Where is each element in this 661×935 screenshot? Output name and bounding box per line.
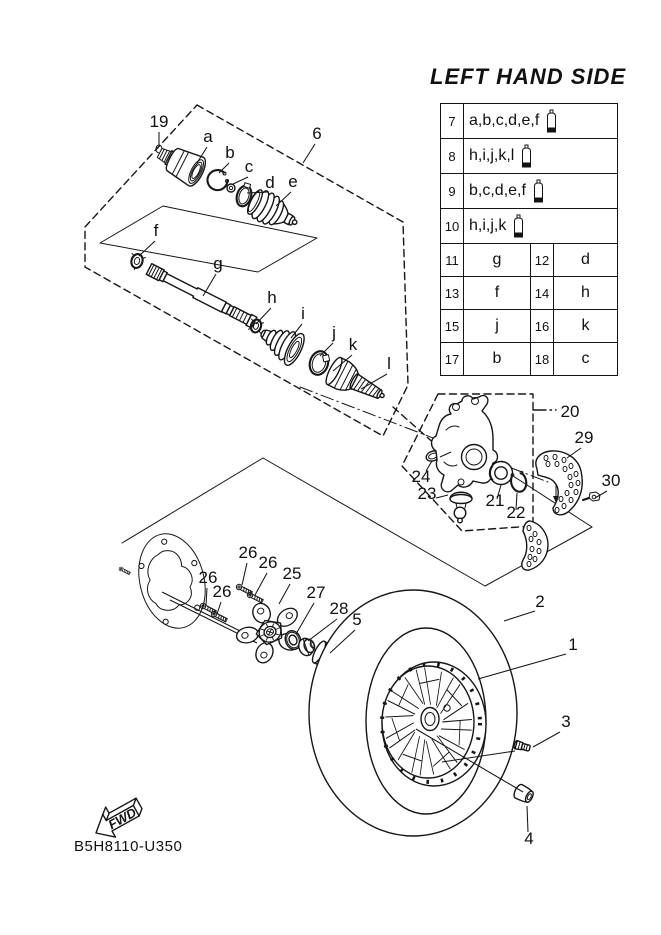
- callout-30: 30: [601, 471, 621, 490]
- letters-text: b,c,d,e,f: [469, 182, 526, 199]
- callout-26: 26: [238, 543, 258, 562]
- circlip-22: [511, 471, 526, 491]
- ball-joint-23: [450, 492, 472, 523]
- callout-f: f: [153, 221, 159, 240]
- table-letter-cell: h: [553, 277, 617, 309]
- small-bolt: [118, 566, 130, 575]
- table-letter-cell: d: [553, 244, 617, 276]
- callout-g: g: [213, 254, 223, 273]
- callout-e: e: [288, 172, 298, 191]
- table-ref-cell: 7: [448, 113, 456, 129]
- table-ref-cell: 8: [448, 148, 456, 164]
- callout-5: 5: [352, 610, 362, 629]
- spring-clip-c: [227, 184, 235, 192]
- cv-boot-e: [244, 186, 304, 237]
- letters-text: h,i,j,k,l: [469, 147, 515, 164]
- table-ref-cell: 11: [445, 252, 459, 268]
- wheel-hub-25: [226, 590, 314, 673]
- callout-6: 6: [312, 124, 322, 143]
- valve-3: [513, 740, 530, 752]
- table-ref-cell: 13: [444, 285, 460, 301]
- table-letter-cell: f: [463, 277, 530, 309]
- steering-knuckle: [432, 396, 498, 492]
- callout-25: 25: [282, 564, 302, 583]
- rim-1: [382, 662, 486, 786]
- callout-26: 26: [212, 582, 232, 601]
- callout-27: 27: [306, 583, 326, 602]
- table-ref-cell: 17: [444, 351, 460, 367]
- lug-nut-4: [512, 783, 535, 805]
- circlip-b: [208, 170, 229, 190]
- callout-b: b: [225, 143, 235, 162]
- table-ref-cell: 12: [530, 244, 553, 276]
- letters-text: h,i,j,k: [469, 217, 507, 234]
- ring-f: [128, 252, 146, 271]
- callout-j: j: [332, 323, 336, 342]
- callout-28: 28: [329, 599, 349, 618]
- callout-i: i: [301, 304, 305, 323]
- callout-26: 26: [198, 568, 218, 587]
- fwd-arrow: [87, 792, 148, 844]
- bearing-21: [490, 462, 513, 485]
- callout-1: 1: [568, 635, 578, 654]
- callout-k: k: [348, 335, 358, 354]
- callout-2: 2: [535, 592, 545, 611]
- axle-shaft-g: [146, 264, 257, 328]
- callout-h: h: [267, 288, 277, 307]
- callout-4: 4: [524, 829, 534, 848]
- callout-21: 21: [485, 491, 505, 510]
- table-ref-cell: 10: [444, 218, 460, 234]
- table-letter-cell: c: [553, 343, 617, 375]
- callout-23: 23: [417, 484, 437, 503]
- callout-24: 24: [411, 467, 431, 486]
- callout-19: 19: [149, 112, 169, 131]
- table-ref-cell: 14: [530, 277, 553, 309]
- callout-20: 20: [560, 402, 580, 421]
- brake-disc-guard-29: [522, 451, 582, 570]
- table-ref-cell: 16: [530, 310, 553, 342]
- callout-3: 3: [561, 712, 571, 731]
- part-code: B5H8110-U350: [74, 838, 183, 855]
- letters-text: a,b,c,d,e,f: [469, 112, 540, 129]
- callout-d: d: [265, 173, 275, 192]
- table-ref-cell: 9: [448, 183, 456, 199]
- callout-29: 29: [574, 428, 594, 447]
- callout-22: 22: [506, 503, 526, 522]
- table-letter-cell: b: [463, 343, 530, 375]
- cv-joint-outer-l: [323, 356, 391, 410]
- table-letter-cell: k: [553, 310, 617, 342]
- table-letter-cell: g: [463, 244, 530, 276]
- callout-26: 26: [258, 553, 278, 572]
- table-ref-cell: 18: [530, 343, 553, 375]
- table-ref-cell: 15: [444, 318, 460, 334]
- table-letter-cell: j: [463, 310, 530, 342]
- page-title: LEFT HAND SIDE: [430, 64, 627, 89]
- callout-c: c: [244, 157, 254, 176]
- callout-l: l: [387, 354, 391, 373]
- fwd-label: FWD: [105, 804, 139, 833]
- stud-26: [246, 591, 263, 603]
- callout-a: a: [203, 127, 213, 146]
